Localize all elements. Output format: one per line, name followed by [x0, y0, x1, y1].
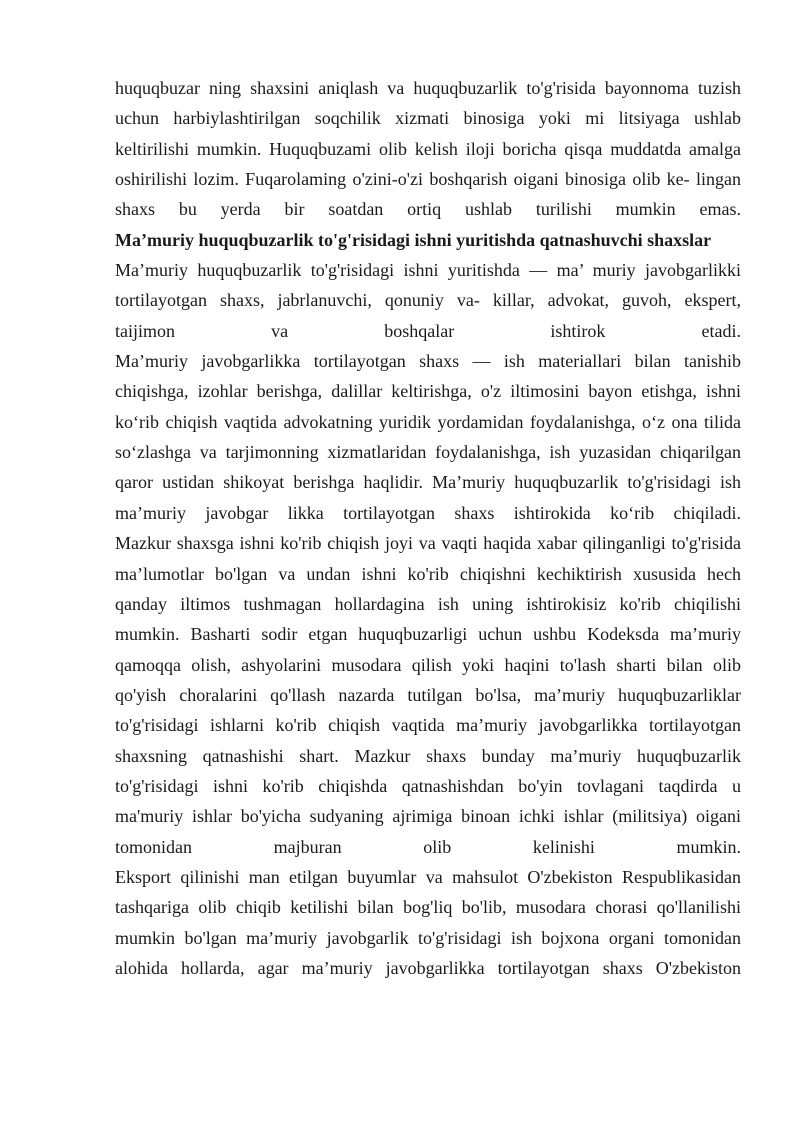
text-line: qo'yish choralarini qo'llash nazarda tutilgan bo'lsa, ma’muriy huquqbuzarliklar — [115, 684, 741, 705]
text-line: oshirilishi lozim. Fuqarolaming o'zini-o'zi boshqarish oigani binosiga olib ke- lingan — [115, 169, 741, 190]
text-line: qanday iltimos tushmagan hollardagina ish uning ishtirokisiz ko'rib chiqilishi — [115, 593, 741, 614]
text-line: tomonidan majburan olib kelinishi mumkin. — [115, 836, 741, 857]
text-line: taijimon va boshqalar ishtirok etadi. — [115, 320, 741, 341]
text-line: Ma’muriy huquqbuzarlik to'g'risidagi ishni yuritishda — ma’ muriy javobgarlikki — [115, 260, 741, 281]
text-line: mumkin bo'lgan ma’muriy javobgarlik to'g'risidagi ish bojxona organi tomonidan — [115, 927, 741, 948]
text-line: Mazkur shaxsga ishni ko'rib chiqish joyi va vaqti haqida xabar qilinganligi to'g'risida — [115, 533, 741, 554]
text-line: shaxs bu yerda bir soatdan ortiq ushlab turilishi mumkin emas. — [115, 199, 741, 220]
text-line: to'g'risidagi ishni ko'rib chiqishda qatnashishdan bo'yin tovlagani taqdirda u — [115, 775, 741, 796]
text-line: alohida hollarda, agar ma’muriy javobgarlikka tortilayotgan shaxs O'zbekiston — [115, 957, 741, 978]
text-line: keltirilishi mumkin. Huquqbuzami olib kelish iloji boricha qisqa muddatda amalga — [115, 138, 741, 159]
document-body — [115, 73, 741, 983]
text-line: to'g'risidagi ishlarni ko'rib chiqish vaqtida ma’muriy javobgarlikka tortilayotgan — [115, 715, 741, 736]
text-line: uchun harbiylashtirilgan soqchilik xizmati binosiga yoki mi litsiyaga ushlab — [115, 108, 741, 129]
text-line: Eksport qilinishi man etilgan buyumlar va mahsulot O'zbekiston Respublikasidan — [115, 866, 741, 887]
text-line: ko‘rib chiqish vaqtida advokatning yuridik yordamidan foydalanishga, o‘z ona tilida — [115, 411, 741, 432]
text-line: chiqishga, izohlar berishga, dalillar keltirishga, o'z iltimosini bayon etishga, ishni — [115, 381, 741, 402]
text-line: shaxsning qatnashishi shart. Mazkur shaxs bunday ma’muriy huquqbuzarlik — [115, 745, 741, 766]
text-line: huquqbuzar ning shaxsini aniqlash va huquqbuzarlik to'g'risida bayonnoma tuzish — [115, 78, 741, 98]
text-line: ma’muriy javobgar likka tortilayotgan shaxs ishtirokida ko‘rib chiqiladi. — [115, 502, 741, 523]
text-line: ma'muriy ishlar bo'yicha sudyaning ajrimiga binoan ichki ishlar (militsiya) oigani — [115, 806, 741, 827]
section-heading: Ma’muriy huquqbuzarlik to'g'risidagi ishni yuritishda qatnashuvchi shaxslar — [115, 229, 712, 250]
text-line: Ma’muriy javobgarlikka tortilayotgan shaxs — ish materiallari bilan tanishib — [115, 351, 741, 372]
text-line: qamoqqa olish, ashyolarini musodara qilish yoki haqini to'lash sharti bilan olib — [115, 654, 741, 675]
text-line: tortilayotgan shaxs, jabrlanuvchi, qonuniy va- killar, advokat, guvoh, ekspert, — [115, 290, 741, 311]
text-line: tashqariga olib chiqib ketilishi bilan bog'liq bo'lib, musodara chorasi qo'llanilishi — [115, 897, 741, 918]
text-line: mumkin. Basharti sodir etgan huquqbuzarligi uchun ushbu Kodeksda ma’muriy — [115, 624, 741, 645]
text-line: ma’lumotlar bo'lgan va undan ishni ko'rib chiqishni kechiktirish xususida hech — [115, 563, 741, 584]
text-line: so‘zlashga va tarjimonning xizmatlaridan foydalanishga, ish yuzasidan chiqarilgan — [115, 442, 741, 463]
text-line: qaror ustidan shikoyat berishga haqlidir. Ma’muriy huquqbuzarlik to'g'risidagi ish — [115, 472, 741, 493]
